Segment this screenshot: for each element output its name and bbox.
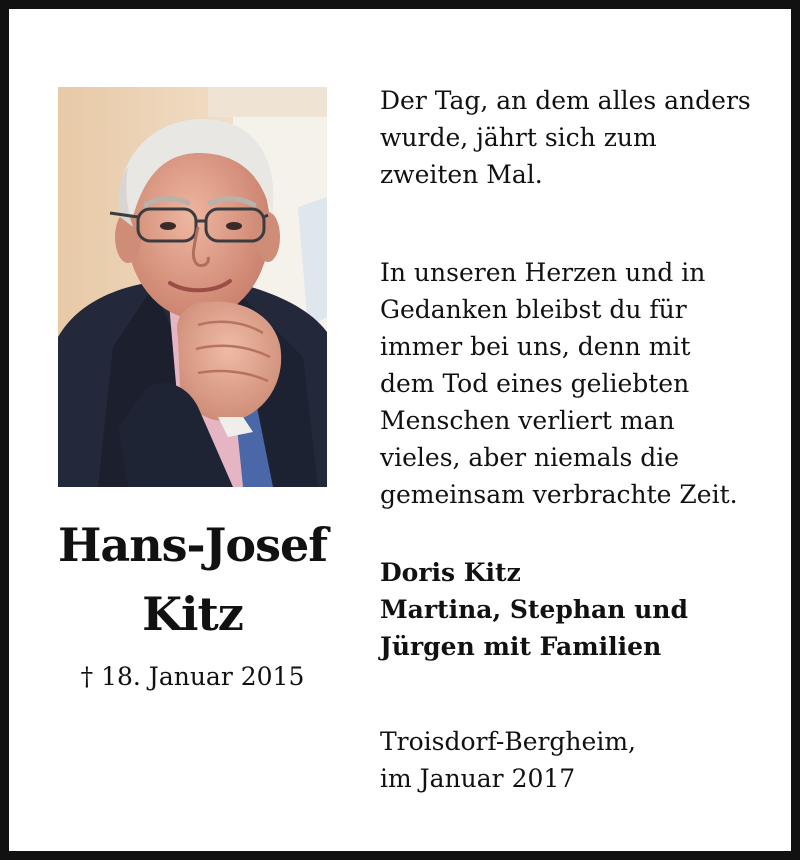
intro-line: Der Tag, an dem alles anders (380, 86, 751, 115)
death-date: 18. Januar 2015 (101, 662, 305, 691)
memory-line: dem Tod eines geliebten (380, 369, 690, 398)
death-date-line (29, 661, 356, 693)
intro-line: zweiten Mal. (380, 160, 543, 189)
portrait-photo-image (58, 87, 327, 487)
portrait-photo (58, 87, 327, 487)
memory-line: Menschen verliert man (380, 406, 675, 435)
intro-paragraph (380, 82, 751, 193)
memory-line: gemeinsam verbrachte Zeit. (380, 480, 738, 509)
signer-line: Doris Kitz (380, 558, 521, 587)
signer-line: Jürgen mit Familien (380, 632, 662, 661)
memory-line: vieles, aber niemals die (380, 443, 680, 472)
place-date-block (380, 723, 636, 797)
intro-line: wurde, jährt sich zum (380, 123, 657, 152)
cross-icon: † (80, 662, 94, 691)
memory-line: immer bei uns, denn mit (380, 332, 691, 361)
deceased-first-name: Hans-Josef (57, 518, 328, 572)
memory-line: Gedanken bleibst du für (380, 295, 687, 324)
signers-block (380, 554, 688, 665)
deceased-last-name: Kitz (142, 587, 243, 641)
place-line: Troisdorf-Bergheim, (380, 727, 636, 756)
signer-line: Martina, Stephan und (380, 595, 688, 624)
memory-paragraph (380, 254, 738, 513)
memory-line: In unseren Herzen und in (380, 258, 706, 287)
date-line: im Januar 2017 (380, 764, 576, 793)
